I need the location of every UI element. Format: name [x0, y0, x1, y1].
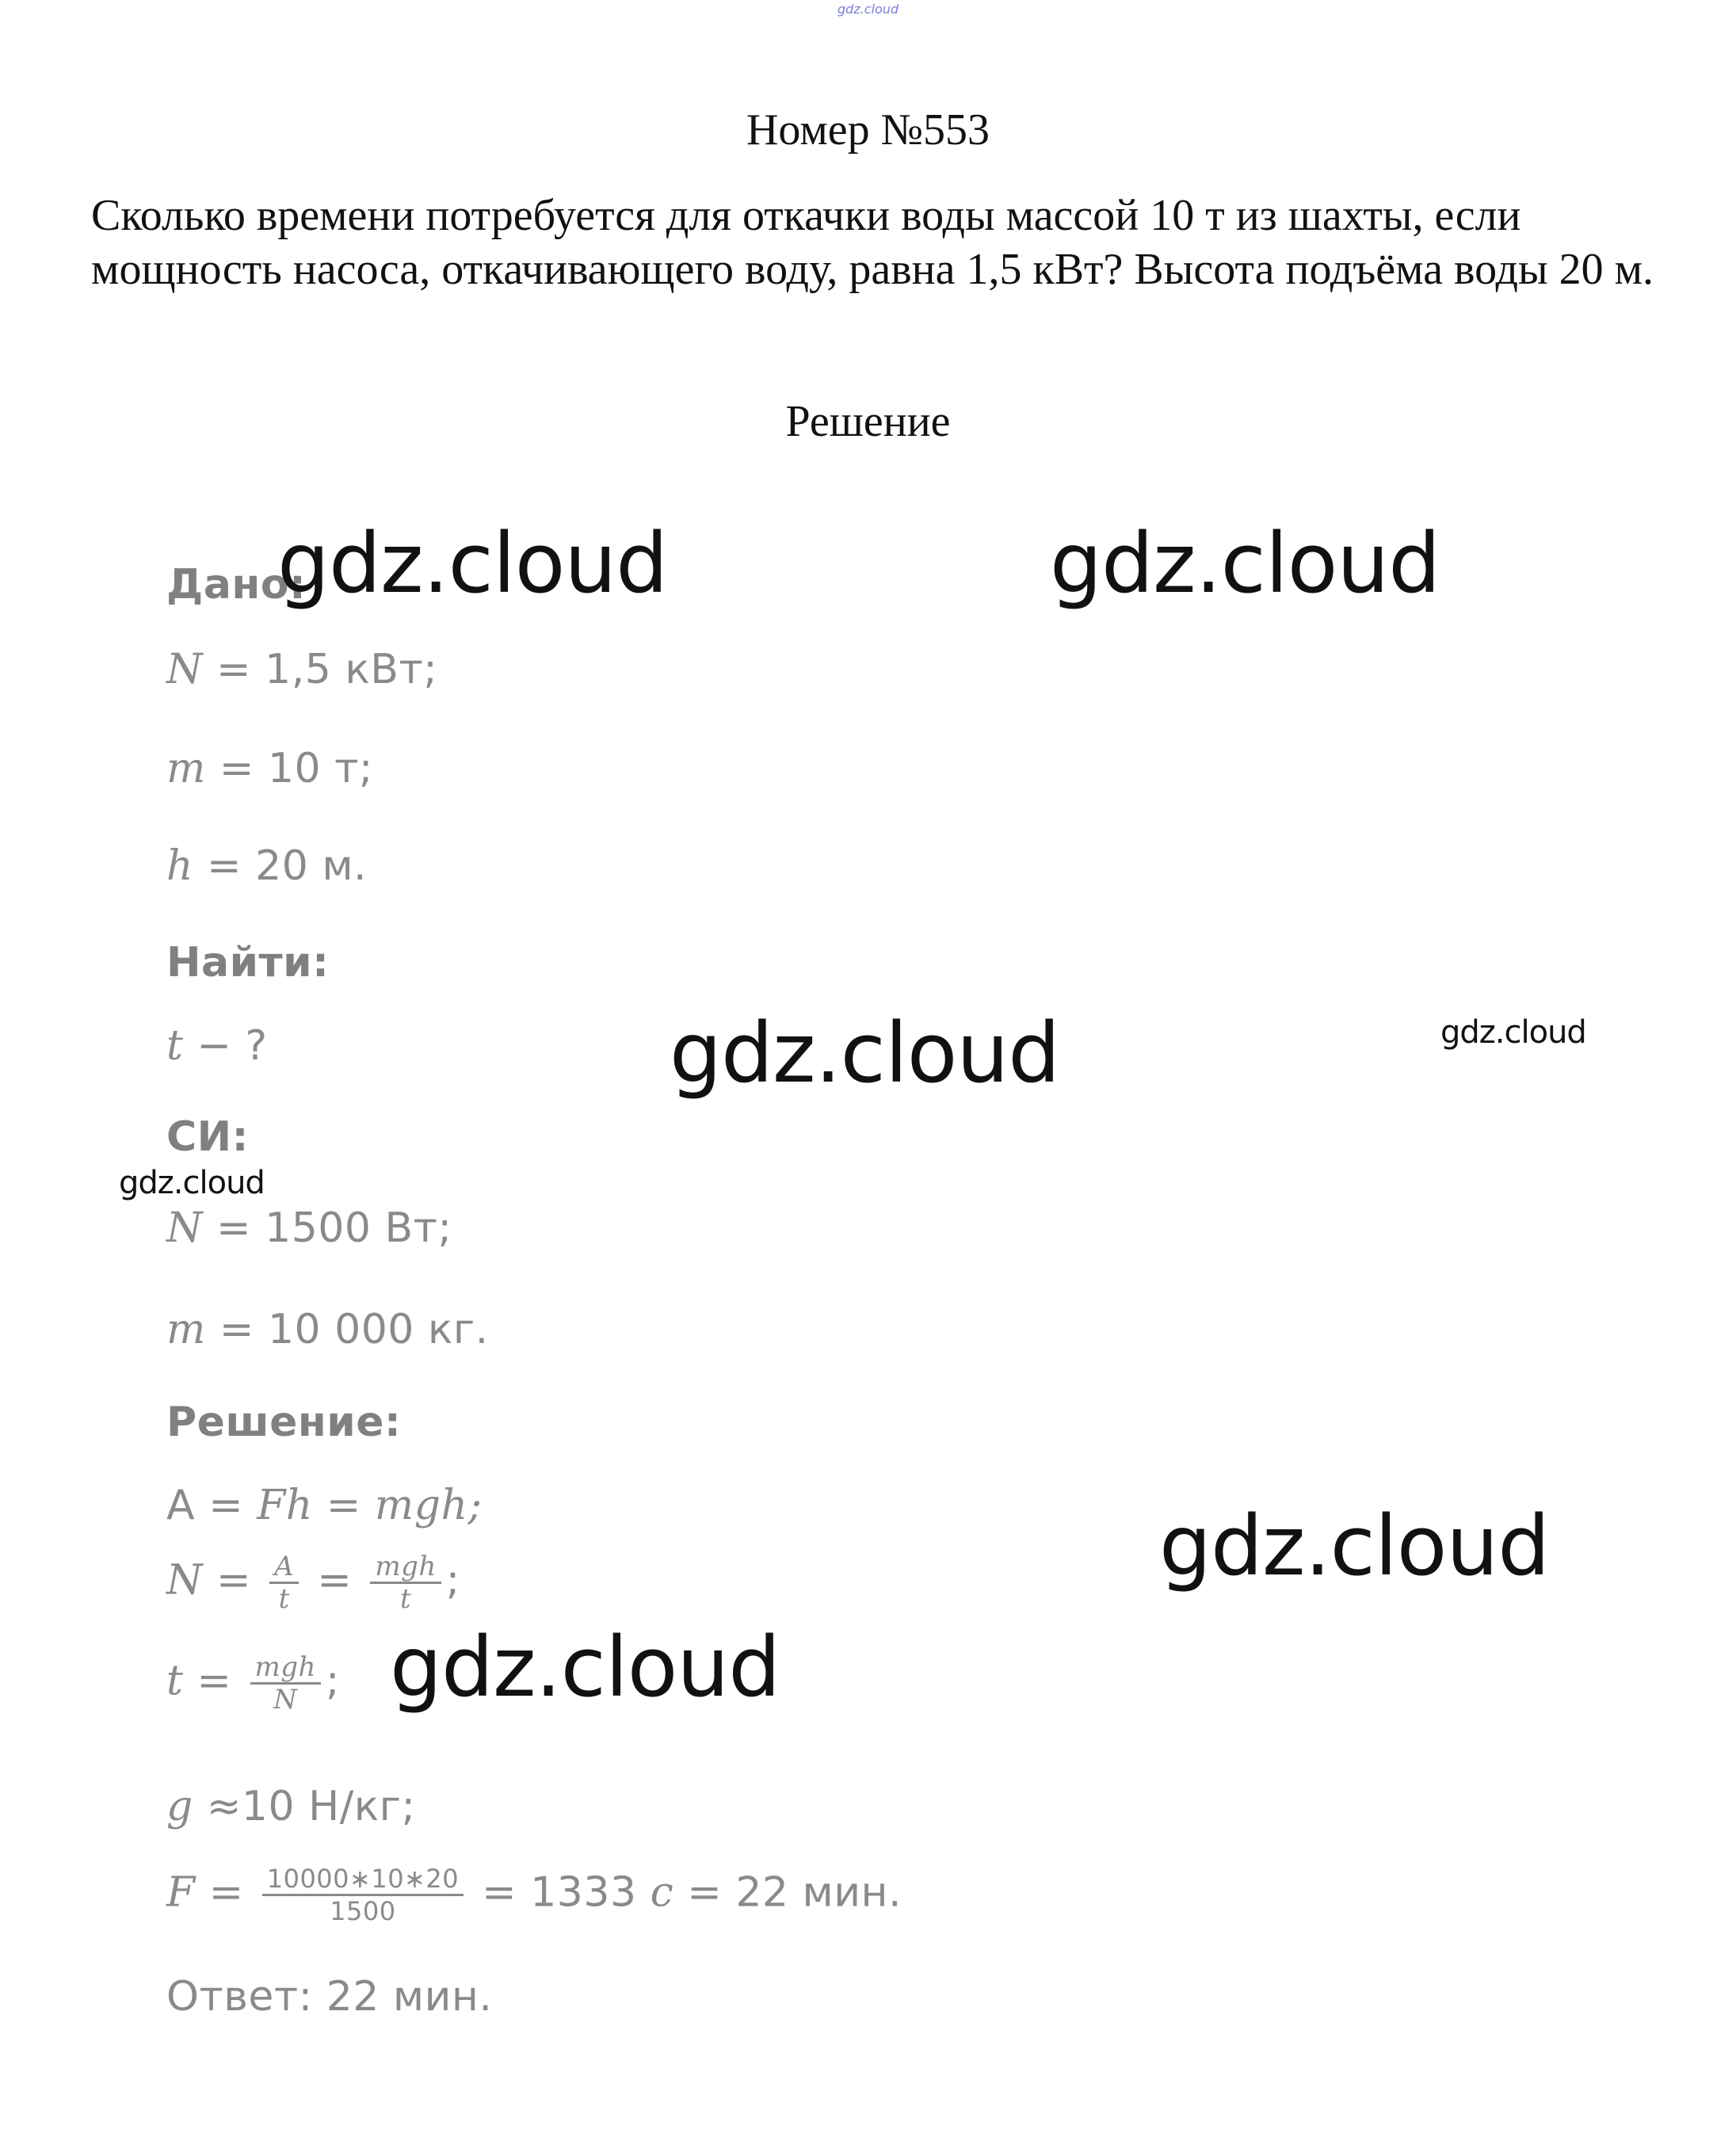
- watermark: gdz.cloud: [1159, 1498, 1550, 1594]
- result-value: = 1333: [482, 1868, 651, 1917]
- fraction-a-over-t: [269, 1551, 299, 1614]
- given-mass-value: = 10 т;: [205, 745, 373, 792]
- var-t: t: [166, 1022, 184, 1070]
- watermark: gdz.cloud: [119, 1165, 265, 1201]
- given-label: Дано:: [166, 561, 307, 609]
- fraction-numerator: mgh: [250, 1652, 321, 1685]
- find-time: [166, 1022, 268, 1070]
- equation-work: [166, 1482, 483, 1529]
- watermark: gdz.cloud: [670, 1005, 1060, 1101]
- given-power-value: = 1,5 кВт;: [203, 646, 438, 693]
- solve-label: Решение:: [166, 1399, 402, 1446]
- power-lhs: N =: [166, 1556, 252, 1605]
- result-lhs: F =: [166, 1868, 244, 1917]
- equals-sign: =: [317, 1556, 353, 1605]
- semicolon: ;: [445, 1556, 460, 1605]
- var-h: h: [166, 842, 193, 890]
- time-lhs: t =: [166, 1657, 232, 1705]
- work-formula: Fh = mgh;: [257, 1482, 483, 1529]
- problem-text: Сколько времени потребуется для откачки воды массой 10 т из шахты, если мощность насоса, откачивающего воду, равна 1,5 кВт? Высота подъёма воды 20 м.: [91, 191, 1654, 294]
- given-power: [166, 646, 437, 693]
- fraction-denominator: t: [278, 1583, 290, 1615]
- given-height-value: = 20 м.: [193, 842, 368, 890]
- var-g: g: [166, 1783, 193, 1830]
- watermark: gdz.cloud: [390, 1619, 780, 1715]
- fraction-mgh-over-t: [370, 1551, 441, 1614]
- given-height: [166, 842, 367, 890]
- watermark: gdz.cloud: [1440, 1014, 1586, 1051]
- var-m: m: [166, 1306, 206, 1353]
- result-minutes: = 22 мин.: [673, 1868, 902, 1917]
- given-mass: [166, 745, 373, 792]
- work-symbol: А =: [166, 1482, 258, 1529]
- semicolon: ;: [325, 1657, 340, 1705]
- equation-result: [166, 1864, 902, 1926]
- fraction-numerator: A: [269, 1551, 299, 1584]
- si-label: СИ:: [166, 1113, 249, 1161]
- find-label: Найти:: [166, 939, 330, 987]
- fraction-mgh-over-n: [250, 1652, 321, 1715]
- fraction-numerator: 10000∗10∗20: [262, 1864, 464, 1896]
- fraction-denominator: 1500: [330, 1896, 396, 1926]
- var-m: m: [166, 745, 206, 792]
- var-n: N: [166, 1204, 203, 1252]
- fraction-denominator: N: [273, 1684, 298, 1715]
- fraction-denominator: t: [399, 1583, 412, 1615]
- seconds-unit: c: [650, 1868, 674, 1917]
- watermark: gdz.cloud: [277, 515, 668, 612]
- si-power: [166, 1204, 452, 1252]
- gravity-rest: ≈10 Н/кг;: [193, 1783, 416, 1830]
- page-title: Номер №553: [746, 105, 990, 155]
- equation-time: [166, 1652, 340, 1715]
- gravity-value: [166, 1783, 415, 1830]
- find-time-rest: − ?: [183, 1022, 268, 1070]
- answer-line: Ответ: 22 мин.: [166, 1973, 493, 2021]
- solution-heading: Решение: [785, 397, 951, 446]
- si-mass-value: = 10 000 кг.: [205, 1306, 489, 1353]
- fraction-numerator: mgh: [370, 1551, 441, 1584]
- si-mass: [166, 1306, 489, 1353]
- fraction-calculation: [262, 1864, 464, 1926]
- var-n: N: [166, 646, 203, 693]
- watermark: gdz.cloud: [1050, 515, 1440, 612]
- equation-power: [166, 1551, 460, 1614]
- site-watermark-top: gdz.cloud: [837, 2, 899, 17]
- si-power-value: = 1500 Вт;: [203, 1204, 452, 1252]
